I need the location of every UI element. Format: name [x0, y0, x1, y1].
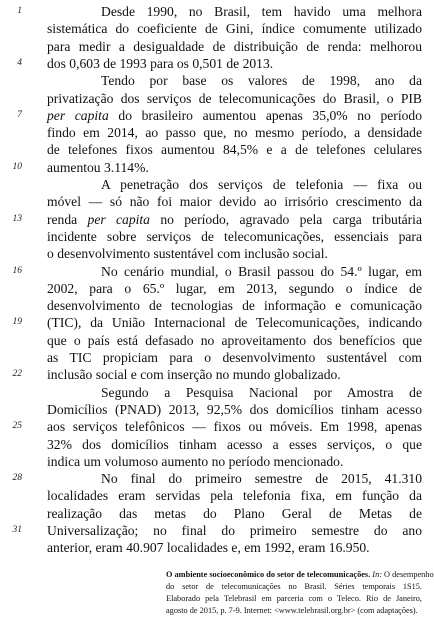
text-run: renda [47, 211, 88, 227]
text-line: que o país está defasado no aproveitamento dos benefícios que [47, 332, 422, 348]
text-line: indica um volumoso aumento no período mencionado. [47, 453, 344, 469]
reference-in: In: [370, 569, 382, 579]
line-number: 7 [17, 109, 22, 120]
reference-title: O ambiente socioeconômico do setor de telecomunicações. [166, 569, 371, 579]
text-line: realização das metas do Plano Geral de Metas de [47, 505, 422, 521]
text-line: sistemática do coeficiente de Gini, índice comumente utilizado [47, 21, 422, 37]
text-line: 32% dos domicílios tinham acesso a esses serviços, o que [47, 436, 422, 452]
text-line: de telefones fixos aumentou 84,5% e a de telefones celulares [47, 142, 422, 158]
text-line: móvel — só não foi maior devido ao irrisório crescimento da [47, 194, 422, 210]
text-line: inclusão social e com inserção no mundo globalizado. [47, 367, 341, 383]
text-line: Desde 1990, no Brasil, tem havido uma melhora [101, 4, 422, 19]
line-number: 13 [12, 213, 22, 224]
line-number: 28 [12, 473, 22, 484]
line-number: 10 [12, 161, 22, 172]
reference-line: agosto de 2015, p. 7-9. Internet: <www.telebrasil.org.br> (com adaptações). [166, 605, 418, 615]
text-line: as TIC propiciam para o desenvolvimento sustentável com [47, 350, 422, 365]
text-line: No cenário mundial, o Brasil passou do 54.º lugar, em [101, 263, 422, 279]
line-number: 1 [17, 6, 22, 16]
text-line: 2002, para o 65.º lugar, em 2013, segundo o índice de [47, 280, 422, 296]
text-line: A penetração dos serviços de telefonia — fixa ou [101, 177, 422, 192]
line-number: 19 [12, 317, 22, 328]
line-number: 25 [12, 421, 22, 432]
reference-line: do setor de telecomunicações no Brasil. Séries temporais 1S15. [166, 581, 422, 591]
text-line: incidente sobre serviços de telecomunicações, essenciais para [47, 228, 422, 244]
line-number: 31 [12, 525, 22, 535]
text-line: aumentou 3.114%. [47, 159, 149, 175]
text-line [47, 107, 422, 124]
text-line: Tendo por base os valores de 1998, ano da [101, 73, 422, 89]
text-line: Segundo a Pesquisa Nacional por Amostra de [101, 384, 422, 400]
text-line: aos serviços telefônicos — fixos ou móveis. Em 1998, apenas [47, 419, 422, 435]
text-line: Universalização; no final do primeiro semestre do ano [47, 523, 422, 538]
text-line: desenvolvimento de tecnologias de informação e comunicação [47, 298, 422, 314]
text-line: privatização dos serviços de telecomunicações do Brasil, o PIB [47, 90, 422, 106]
text-line: anterior, eram 40.907 localidades e, em 1992, eram 16.950. [47, 540, 370, 556]
text-line [47, 211, 422, 228]
text-line: No final do primeiro semestre de 2015, 41.310 [101, 471, 422, 487]
line-number: 4 [17, 57, 22, 68]
text-run: no período, agravado pela carga tributária [149, 211, 422, 227]
text-line: localidades eram servidas pela telefonia fixa, em função da [47, 488, 422, 504]
text-run: do brasileiro aumentou apenas 35,0% no período [108, 107, 422, 123]
line-number: 22 [12, 369, 22, 380]
reference-line [166, 569, 434, 581]
italic-term: per capita [47, 107, 109, 123]
text-line: para medir a desigualdade de distribuição de renda: melhorou [47, 38, 422, 54]
text-line: findo em 2014, ao passo que, no mesmo período, a densidade [47, 125, 422, 141]
line-number: 16 [12, 265, 22, 276]
reference-text: O desempenho [381, 569, 434, 579]
italic-term: per capita [87, 211, 150, 227]
text-line: Domicílios (PNAD) 2013, 92,5% dos domicílios tinham acesso [47, 401, 422, 417]
reference-line: Elaborado pela Telebrasil em parceria com o Teleco. Rio de Janeiro, [166, 593, 422, 603]
text-line: o desenvolvimento sustentável com inclusão social. [47, 246, 328, 262]
text-line: dos 0,603 de 1993 para os 0,501 de 2013. [47, 55, 274, 71]
text-line: (TIC), da União Internacional de Telecomunicações, indicando [47, 315, 422, 331]
